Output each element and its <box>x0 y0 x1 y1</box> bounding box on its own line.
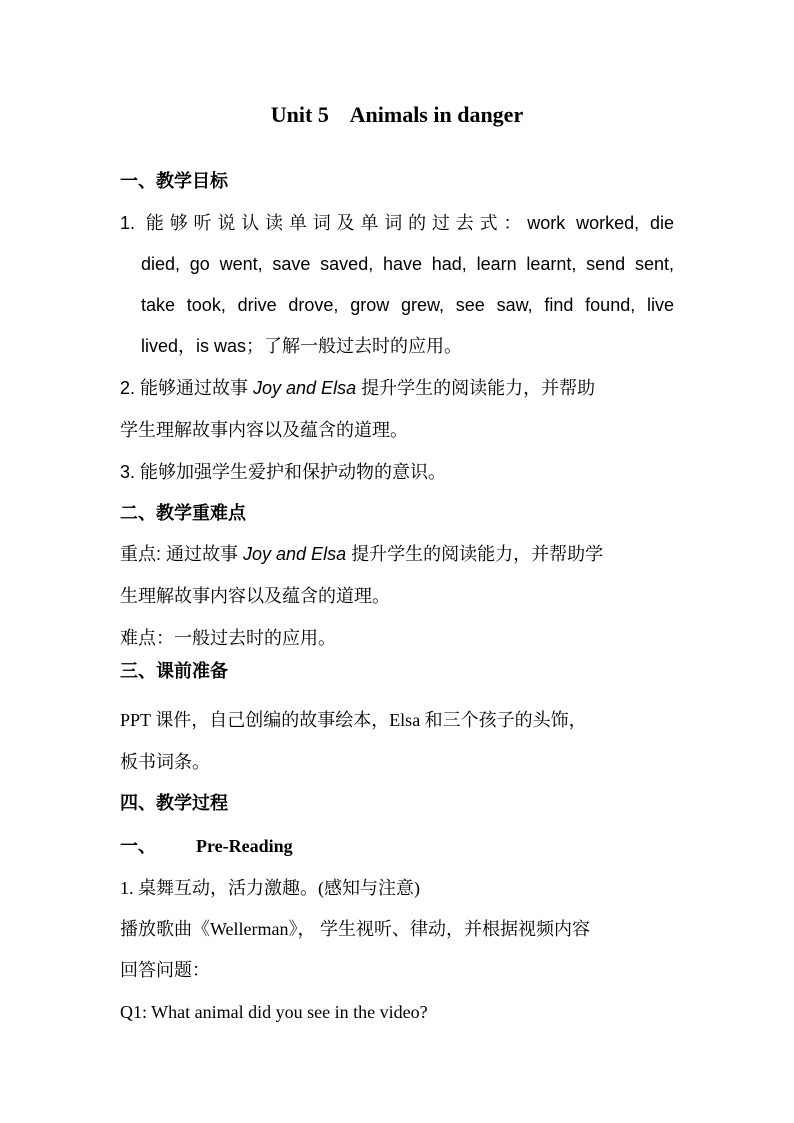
key-point-line-2: 生理解故事内容以及蕴含的道理。 <box>120 586 390 606</box>
goal-1-line-2: died, go went, save saved, have had, learn learnt, send sent, <box>141 254 674 274</box>
section-heading-process: 四、教学过程 <box>120 793 228 813</box>
question-1: Q1: What animal did you see in the video? <box>120 1002 428 1022</box>
goal-1-line-3: take took, drive drove, grow grew, see saw, find found, live <box>141 295 674 315</box>
difficulty-point: 难点：一般过去时的应用。 <box>120 628 336 648</box>
sub-heading-pre-reading: 一、 Pre-Reading <box>120 836 293 856</box>
section-heading-goals: 一、教学目标 <box>120 171 228 191</box>
goal-3: 3. 能够加强学生爱护和保护动物的意识。 <box>120 462 447 482</box>
step-1-description-line-2: 回答问题： <box>120 960 210 980</box>
goal-2-line-1: 2. 能够通过故事 Joy and Elsa 提升学生的阅读能力，并帮助 <box>120 378 596 398</box>
story-title: Joy and Elsa <box>253 378 357 398</box>
story-title: Joy and Elsa <box>243 544 347 564</box>
section-heading-key-points: 二、教学重难点 <box>120 503 246 523</box>
step-1: 1. 桌舞互动，活力激趣。(感知与注意) <box>120 878 420 898</box>
goal-2-line-2: 学生理解故事内容以及蕴含的道理。 <box>120 420 408 440</box>
section-heading-preparation: 三、课前准备 <box>120 661 228 681</box>
key-point-line-1: 重点: 通过故事 Joy and Elsa 提升学生的阅读能力，并帮助学 <box>120 544 604 564</box>
preparation-line-1: PPT 课件，自己创编的故事绘本，Elsa 和三个孩子的头饰， <box>120 710 587 730</box>
goal-1-line-1: 1. 能够听说认读单词及单词的过去式：work worked, die <box>120 213 674 233</box>
document-title: Unit 5 Animals in danger <box>270 102 524 127</box>
preparation-line-2: 板书词条。 <box>120 752 210 772</box>
step-1-description-line-1: 播放歌曲《Wellerman》， 学生视听、律动，并根据视频内容 <box>120 919 591 939</box>
goal-1-line-4: lived，is was；了解一般过去时的应用。 <box>141 336 463 356</box>
